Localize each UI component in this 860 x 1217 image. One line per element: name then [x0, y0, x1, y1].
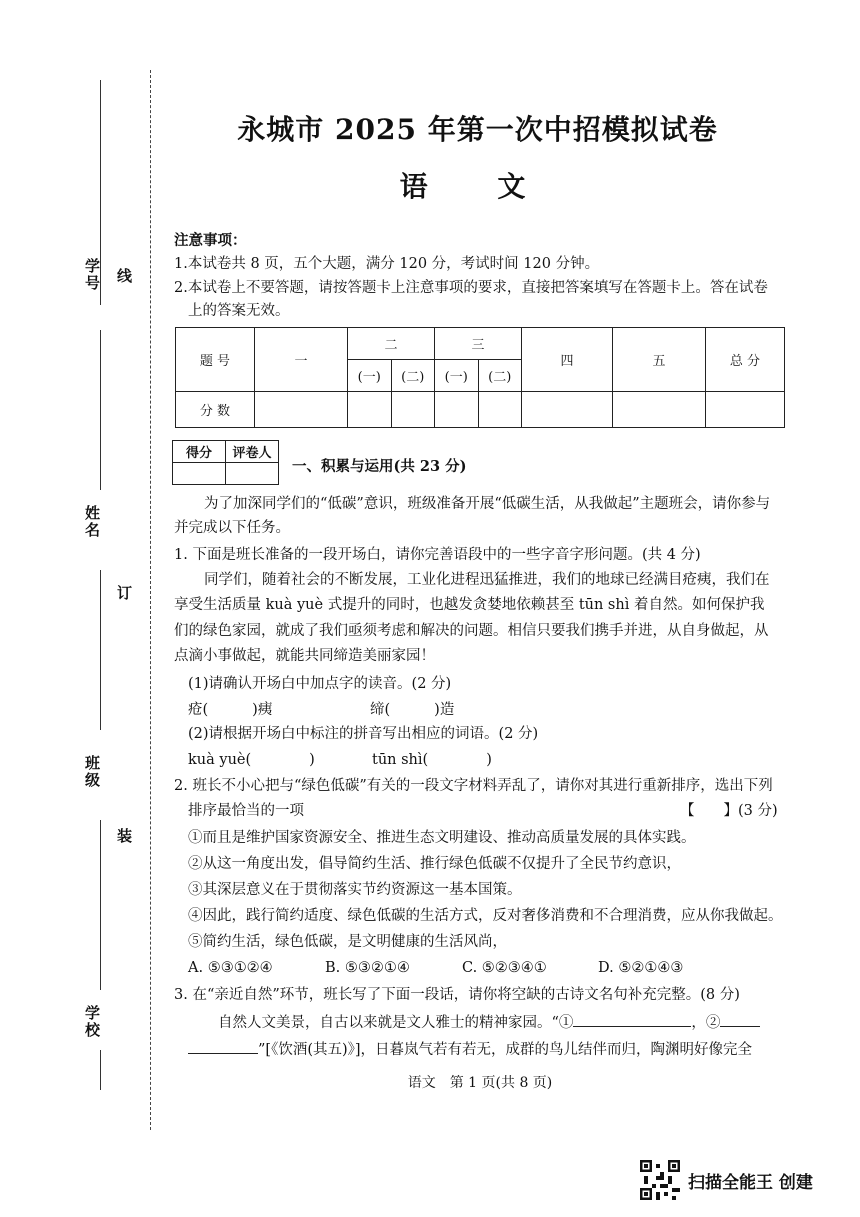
- section-1-heading: 一、积累与运用(共 23 分): [292, 458, 467, 475]
- q1-paragraph-line-2: 享受生活质量 kuà yuè 式提升的同时，也越发贪婪地依赖甚至 tūn shì 着自然。如何保护我: [174, 597, 765, 613]
- score-cell: [435, 392, 479, 428]
- score-table-col-5: 五: [613, 328, 706, 392]
- q2-sentence-1: ①而且是维护国家资源安全、推进生态文明建设、推动高质量发展的具体实践。: [188, 830, 696, 846]
- q1-sub-1: (1)请确认开场白中加点字的读音。(2 分): [188, 676, 452, 692]
- q3-blank-2-cont[interactable]: [188, 1053, 258, 1054]
- score-table-col-1: 一: [255, 328, 348, 392]
- q3-blank-2[interactable]: [720, 1026, 760, 1027]
- q2-sentence-2: ②从这一角度出发，倡导简约生活、推行绿色低碳不仅提升了全民节约意识，: [188, 856, 681, 872]
- label-class: 班级: [83, 755, 101, 789]
- score-cell: [348, 392, 392, 428]
- score-cell: [478, 392, 522, 428]
- answer-prefix: kuà yuè(: [188, 752, 252, 768]
- notice-item-1: 1.本试卷共 8 页，五个大题，满分 120 分，考试时间 120 分钟。: [174, 256, 600, 272]
- score-table-col-4: 四: [522, 328, 613, 392]
- binding-line-4: [100, 820, 101, 990]
- score-cell: [255, 392, 348, 428]
- q1-sub-2-answer-b: [372, 750, 492, 771]
- scanner-watermark: [640, 1160, 813, 1200]
- q3-line-2-text: ”[《饮酒(其五)》]，日暮岚气若有若无，成群的鸟儿结伴而归，陶渊明好像完全: [258, 1042, 753, 1058]
- answer-prefix: tūn shì(: [372, 752, 429, 768]
- q3-line-1-text: 自然人文美景，自古以来就是文人雅士的精神家园。“①: [218, 1015, 574, 1031]
- answer-suffix: )痍: [252, 702, 273, 718]
- q1-sub-2: (2)请根据开场白中标注的拼音写出相应的词语。(2 分): [188, 726, 539, 742]
- notice-item-2-line-2: 上的答案无效。: [188, 303, 290, 319]
- score-table-total: 总 分: [706, 328, 785, 392]
- section-1-intro-line-2: 并完成以下任务。: [174, 520, 290, 536]
- q1-paragraph-line-4: 点滴小事做起，就能共同缔造美丽家园！: [174, 648, 435, 664]
- q3-line-1: [218, 1013, 760, 1034]
- q2-stem-line-1: 2. 班长不小心把与“绿色低碳”有关的一段文字材料弄乱了，请你对其进行重新排序，选出下列: [174, 778, 773, 794]
- q2-sentence-3: ③其深层意义在于贯彻落实节约资源这一基本国策。: [188, 882, 522, 898]
- q1-paragraph-line-1: 同学们，随着社会的不断发展，工业化进程迅猛推进，我们的地球已经满目疮痍，我们在: [204, 572, 770, 588]
- q2-option-b: B. ⑤③②①④: [325, 960, 410, 976]
- mark-line: 线: [117, 267, 133, 285]
- binding-dashed-line: [150, 70, 151, 1130]
- score-table-row-label: 分 数: [176, 392, 255, 428]
- score-table-col-2: 二: [348, 328, 435, 360]
- score-cell: [613, 392, 706, 428]
- q3-line-1-mid: ，②: [691, 1015, 721, 1031]
- binding-line-3: [100, 570, 101, 730]
- score-table-sub-3a: (一): [435, 360, 479, 392]
- notice-item-2-line-1: 2.本试卷上不要答题，请按答题卡上注意事项的要求，直接把答案填写在答题卡上。答在试卷: [174, 280, 768, 296]
- score-table-sub-2a: (一): [348, 360, 392, 392]
- binding-line-2: [100, 330, 101, 490]
- score-cell: [522, 392, 613, 428]
- label-name: 姓名: [83, 505, 101, 539]
- q1-sub-1-answer-a: [188, 700, 272, 721]
- q2-option-d: D. ⑤②①④③: [598, 960, 684, 976]
- q1-sub-2-answer-a: [188, 750, 315, 771]
- score-cell: [706, 392, 785, 428]
- q2-stem-line-2: 排序最恰当的一项: [188, 803, 304, 819]
- scanner-label: 扫描全能王 创建: [688, 1172, 813, 1193]
- page-footer: 语文 第 1 页(共 8 页): [407, 1075, 553, 1091]
- answer-prefix: 缔(: [370, 702, 391, 718]
- mark-bind: 订: [117, 584, 133, 602]
- notice-heading: 注意事项：: [174, 232, 247, 249]
- grader-name-cell: [226, 463, 279, 485]
- exam-title: 永城市 2025 年第一次中招模拟试卷: [237, 113, 718, 146]
- score-table: [175, 327, 785, 428]
- answer-suffix: )造: [434, 702, 455, 718]
- score-table-sub-3b: (二): [478, 360, 522, 392]
- grader-score-label: 得分: [173, 441, 226, 463]
- q2-option-a: A. ⑤③①②④: [188, 960, 273, 976]
- q2-answer-bracket: 【 】(3 分): [680, 803, 778, 819]
- section-1-intro-line-1: 为了加深同学们的“低碳”意识，班级准备开展“低碳生活，从我做起”主题班会，请你参与: [204, 496, 771, 512]
- grader-box: [172, 440, 279, 485]
- score-table-sub-2b: (二): [391, 360, 435, 392]
- q2-option-c: C. ⑤②③④①: [462, 960, 547, 976]
- q3-line-2: [188, 1040, 752, 1061]
- answer-prefix: 疮(: [188, 702, 209, 718]
- q3-stem: 3. 在“亲近自然”环节，班长写了下面一段话，请你将空缺的古诗文名句补充完整。(8 分): [174, 987, 740, 1003]
- answer-suffix: ): [309, 752, 315, 768]
- grader-score-cell: [173, 463, 226, 485]
- label-student-id: 学号: [83, 258, 101, 292]
- grader-name-label: 评卷人: [226, 441, 279, 463]
- q1-stem: 1. 下面是班长准备的一段开场白，请你完善语段中的一些字音字形问题。(共 4 分): [174, 547, 701, 563]
- q3-blank-1[interactable]: [573, 1026, 691, 1027]
- answer-suffix: ): [486, 752, 492, 768]
- score-cell: [391, 392, 435, 428]
- q2-sentence-5: ⑤简约生活，绿色低碳，是文明健康的生活风尚，: [188, 934, 507, 950]
- mark-staple: 装: [117, 827, 133, 845]
- label-school: 学校: [83, 1005, 101, 1039]
- qr-code-icon: [640, 1160, 680, 1200]
- q2-sentence-4: ④因此，践行简约适度、绿色低碳的生活方式，反对奢侈消费和不合理消费，应从你我做起。: [188, 908, 783, 924]
- score-table-col-3: 三: [435, 328, 522, 360]
- score-table-header-label: 题 号: [176, 328, 255, 392]
- q1-paragraph-line-3: 们的绿色家园，就成了我们亟须考虑和解决的问题。相信只要我们携手并进，从自身做起，从: [174, 623, 769, 639]
- exam-subject: 语 文: [399, 170, 556, 203]
- q1-sub-1-answer-b: [370, 700, 454, 721]
